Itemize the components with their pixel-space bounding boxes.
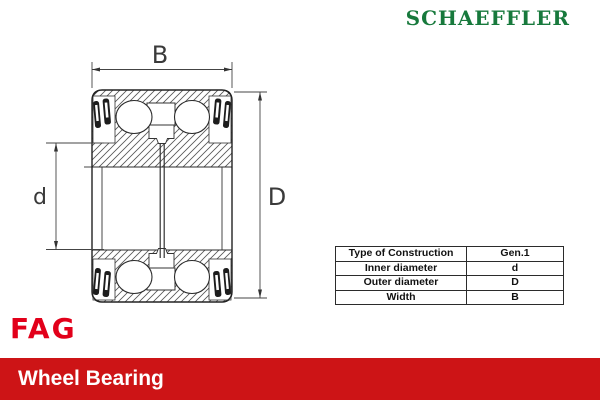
dim-label-width: B: [151, 41, 169, 69]
dim-label-outer-diameter: D: [267, 183, 287, 211]
spec-label: Type of Construction: [336, 247, 467, 261]
spec-value: d: [511, 261, 519, 274]
spec-label: Outer diameter: [336, 276, 467, 290]
table-row: [336, 291, 563, 305]
spec-table: [335, 246, 564, 305]
spec-value: B: [511, 290, 519, 303]
fag-logo: FAG: [10, 312, 77, 345]
spec-value: D: [511, 276, 519, 288]
ball: [175, 101, 210, 134]
dim-label-inner-diameter: d: [33, 185, 47, 210]
spec-value: Gen.1: [500, 247, 530, 259]
schaeffler-logo: SCHAEFFLER: [405, 6, 570, 30]
table-row: [336, 262, 563, 277]
table-row: [336, 276, 563, 291]
ball: [116, 261, 152, 294]
spec-label: Inner diameter: [336, 262, 467, 276]
table-row: [336, 247, 563, 262]
dimension-outer-d: [234, 92, 267, 298]
spec-label: Width: [336, 291, 467, 305]
title-banner: [0, 358, 600, 400]
ball: [116, 101, 152, 134]
ball: [175, 261, 210, 294]
page-title: Wheel Bearing: [18, 367, 164, 390]
bearing-drawing: [20, 30, 300, 322]
